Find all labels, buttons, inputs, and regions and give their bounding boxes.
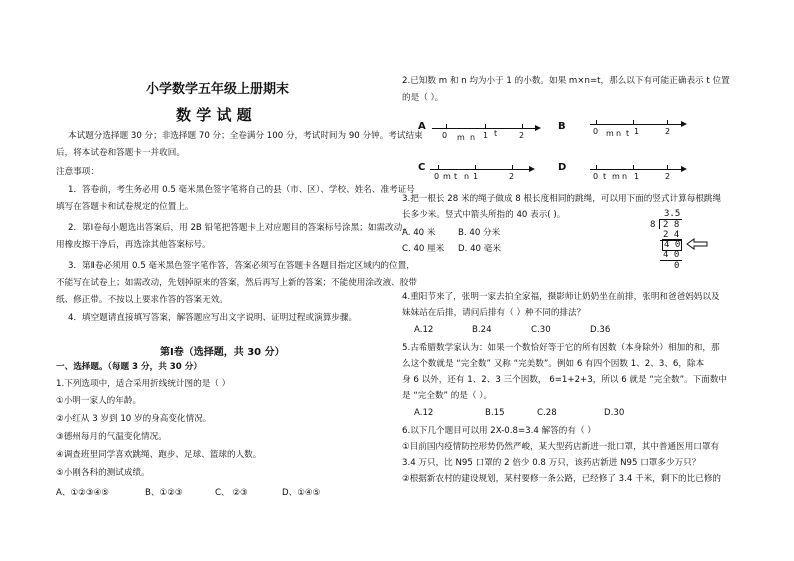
q5-stem: 是 “完全数” 的是（ ）。 bbox=[402, 391, 493, 401]
nl-label: 0 bbox=[593, 172, 599, 181]
option-letter: A bbox=[418, 121, 426, 132]
q4-option-a[interactable]: A.12 bbox=[414, 325, 434, 335]
nl-label: t bbox=[626, 129, 630, 138]
q3-option-d[interactable]: D. 40 毫米 bbox=[458, 244, 501, 254]
q4-option-c[interactable]: C.30 bbox=[531, 325, 551, 335]
nl-label: n bbox=[616, 129, 622, 138]
subtrahend: 2 4 bbox=[663, 230, 680, 240]
notice-label: 注意事项： bbox=[56, 167, 99, 177]
page-title: 小学数学五年级上册期末 bbox=[146, 82, 290, 97]
nl-label: 0 bbox=[593, 127, 599, 136]
q4-stem: 妹妹站在后排，请问后排有（ ）种不同的排法？ bbox=[402, 308, 586, 318]
q4-option-b[interactable]: B.24 bbox=[472, 325, 492, 335]
nl-label: n bbox=[464, 172, 470, 181]
nl-label: 1 bbox=[483, 131, 489, 140]
q6-item: ②根据新农村的建设规划，某村要修一条公路，已经修了 3.4 千米，剩下的比已修的 bbox=[402, 474, 722, 484]
q3-option-a[interactable]: A. 40 米 bbox=[402, 228, 436, 238]
part-heading: 一、选择题。（每题 3 分，共 30 分） bbox=[56, 362, 202, 372]
note-line: 填写在答题卡和试卷规定的位置上。 bbox=[56, 202, 194, 212]
q2-stem: 2.已知数 m 和 n 均为小于 1 的小数。如果 m×n=t，那么以下有可能正确表示 t 位置 bbox=[402, 76, 730, 86]
nl-label: 1 bbox=[473, 172, 479, 181]
q1-option-d[interactable]: D、①④⑤ bbox=[282, 488, 321, 498]
nl-label: 0 bbox=[434, 172, 440, 181]
arrow-left-icon bbox=[686, 238, 708, 250]
q5-stem: 么这个数就是 “完全数” 又称 “完美数”。例如 6 有四个因数 1、2、3、6，除本 bbox=[402, 359, 705, 369]
nl-label: m bbox=[457, 133, 465, 142]
note-line: 不能写在试卷上；如需改动，先划掉原来的答案，然后再写上新的答案；不能使用涂改液、胶带 bbox=[56, 278, 417, 288]
note-line: 1．答卷前，考生务必用 0.5 毫米黑色签字笔将自己的县（市、区）、学校、姓名、准考证号 bbox=[68, 185, 415, 195]
q1-stem: 1.下列选项中，适合采用折线统计图的是（ ） bbox=[56, 379, 231, 389]
q2-stem: 的是（ ）。 bbox=[402, 93, 444, 103]
note-line: 2．第Ⅰ卷每小题选出答案后，用 2B 铅笔把答题卡上对应题目的答案标号涂黑；如需改动， bbox=[68, 223, 411, 233]
note-line: 3．第Ⅱ卷必须用 0.5 毫米黑色签字笔作答，答案必须写在答题卡各题目指定区域内的位置， bbox=[68, 261, 415, 271]
note-line: 4．填空题请直接填写答案，解答题应写出文字说明、证明过程或演算步骤。 bbox=[68, 313, 358, 323]
remainder bbox=[662, 240, 682, 250]
divisor: 8 bbox=[650, 220, 656, 230]
q6-stem: 6.以下几个题目可以用 2X-0.8=3.4 解答的有（ ） bbox=[402, 426, 596, 436]
option-letter: B bbox=[558, 121, 566, 132]
nl-label: 0 bbox=[442, 131, 448, 140]
nl-label: t bbox=[494, 129, 498, 138]
option-letter: C bbox=[418, 162, 426, 173]
q4-stem: 4.重阳节来了，张明一家去拍全家福，摄影师让奶奶坐在前排，张明和爸爸妈妈以及 bbox=[402, 292, 720, 302]
q6-item: ①目前国内疫情防控形势仍然严峻，某大型药店新进一批口罩，其中普通医用口罩有 bbox=[402, 442, 720, 452]
q1-option-a[interactable]: A、①②③④⑤ bbox=[56, 488, 109, 498]
nl-label: n bbox=[470, 133, 476, 142]
nl-label: t bbox=[603, 172, 607, 181]
q1-item: ③德州每月的气温变化情况。 bbox=[56, 432, 167, 442]
q5-stem: 5.古希腊数学家认为：如果一个数恰好等于它的所有因数（本身除外）相加的和，那 bbox=[402, 343, 720, 353]
nl-label: m bbox=[612, 172, 620, 181]
q3-stem: 长多少米。竖式中箭头所指的 40 表示( )。 bbox=[402, 210, 566, 220]
q5-option-d[interactable]: D.30 bbox=[604, 408, 625, 418]
nl-label: t bbox=[454, 172, 458, 181]
q3-option-c[interactable]: C. 40 厘米 bbox=[402, 244, 445, 254]
nl-label: 2 bbox=[519, 131, 525, 140]
nl-label: 2 bbox=[509, 172, 515, 181]
nl-label: m bbox=[606, 129, 614, 138]
q1-option-c[interactable]: C、 ②③ bbox=[215, 488, 248, 498]
subtrahend: 4 0 bbox=[663, 250, 680, 260]
final-remainder: 0 bbox=[674, 261, 680, 271]
nl-label: 1 bbox=[634, 127, 640, 136]
intro-line: 后，将本试卷和答题卡一并收回。 bbox=[56, 148, 185, 158]
q1-item: ④调查班里同学喜欢跳绳、跑步、足球、篮球的人数。 bbox=[56, 450, 262, 460]
nl-label: 2 bbox=[665, 127, 671, 136]
nl-label: m bbox=[443, 172, 451, 181]
q1-item: ⑤小刚各科的测试成绩。 bbox=[56, 468, 150, 478]
intro-line: 本试题分选择题 30 分；非选择题 70 分；全卷满分 100 分，考试时间为 90 分钟。考试结束 bbox=[68, 131, 423, 141]
q1-item: ②小红从 3 岁到 10 岁的身高变化情况。 bbox=[56, 414, 212, 424]
dividend: 2 8 bbox=[663, 220, 680, 230]
note-line: 纸、修正带。不按以上要求作答的答案无效。 bbox=[56, 295, 228, 305]
q5-stem: 身 6 以外，还有 1、2、3 三个因数， 6=1+2+3，所以 6 就是 “完全数”。下面数中 bbox=[402, 375, 728, 385]
q3-stem: 3.把一根长 28 米的绳子做成 8 根长度相同的跳绳，可以用下面的竖式计算每根跳绳 bbox=[402, 194, 722, 204]
nl-label: n bbox=[622, 172, 628, 181]
q5-option-a[interactable]: A.12 bbox=[414, 408, 434, 418]
q3-option-b[interactable]: B. 40 分米 bbox=[458, 228, 501, 238]
q4-option-d[interactable]: D.36 bbox=[590, 325, 611, 335]
q6-item: 3.4 万只，比 N95 口罩的 2 倍少 0.8 万只，该药店新进 N95 口罩多少万只？ bbox=[402, 458, 701, 468]
page-subtitle: 数 学 试 题 bbox=[176, 106, 252, 124]
nl-label: 2 bbox=[665, 172, 671, 181]
q5-option-c[interactable]: C.28 bbox=[537, 408, 557, 418]
pointed-value: 4 0 bbox=[664, 240, 681, 250]
q1-option-b[interactable]: B、①②③ bbox=[145, 488, 183, 498]
note-line: 用橡皮擦干净后，再选涂其他答案标号。 bbox=[56, 240, 211, 250]
q1-item: ①小明一家人的年龄。 bbox=[56, 396, 142, 406]
section-heading: 第Ⅰ卷（选择题，共 30 分） bbox=[160, 347, 285, 358]
q5-option-b[interactable]: B.15 bbox=[485, 408, 505, 418]
nl-label: 1 bbox=[634, 172, 640, 181]
option-letter: D bbox=[558, 162, 567, 173]
quotient: 3.5 bbox=[664, 209, 681, 219]
